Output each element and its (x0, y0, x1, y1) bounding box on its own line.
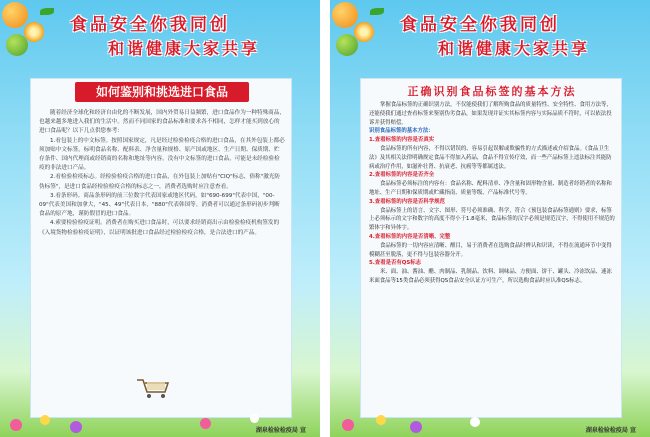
orange-slice-icon (354, 22, 374, 42)
content-card (360, 78, 622, 418)
flower-icon (410, 421, 422, 433)
section-text: 食品标签必须标注的内容有：食品名称、配料清单、净含量和固形物含量、制造者经销者的名称和地址、生产日期和保质期或贮藏指南、质量等级、产品标准代号等。 (369, 181, 612, 196)
banner-line-1: 食品安全你我同创 (70, 15, 230, 35)
paragraph: 3.看条形码。商品条形码的前三位数字代表国家或地区代码，如"690-699"代表中国，"00-09"代表美国和加拿大，"45、49"代表日本，"880"代表韩国等。消费者可以通过条形码初步判断食品的原产地，谨防假冒的进口食品。 (39, 192, 280, 218)
poster-header (0, 0, 320, 72)
content-card (30, 78, 292, 418)
flower-icon (70, 421, 82, 433)
section-text: 食品标签上的语言、文字、图形、符号必须准确、科学，符合《预包装食品标签通则》要求，标签上必须标示的文字和数字的高度不得小于1.8毫米，食品标签的汉字必须是规范汉字，不得使用不规范的繁体字和异体字。 (369, 207, 615, 232)
card-title: 正确识别食品标签的基本方法 (407, 85, 577, 98)
section-title: 4.查看标签的内容是否清晰、完整 (369, 233, 451, 240)
banner-line-2: 和谐健康大家共享 (438, 39, 591, 58)
orange-icon (2, 2, 28, 28)
flower-icon (250, 414, 259, 423)
banner-line-1: 食品安全你我同创 (400, 15, 560, 35)
poster-panel-left (0, 0, 320, 437)
leaf-icon (40, 8, 54, 15)
card-body (39, 109, 285, 238)
section-heading: 识别食品标签的基本方法： (369, 128, 434, 135)
paragraph: 1.看包装上的中文标签。按照国家规定，凡是经过检验检疫合格的进口食品，在其外包装上都必须加贴中文标签，标明食品名称、配料表、净含量和规格、原产国或地区、生产日期、保质期、贮存条件、国内代理商或经销商的名称和地址等内容。没有中文标签的进口食品，可能是未经检验检疫的非法进口产品。 (39, 137, 285, 172)
orange-icon (332, 2, 358, 28)
poster-header (330, 0, 650, 72)
banner-line-2: 和谐健康大家共享 (108, 39, 261, 58)
section-title: 1.查看标签的内容是否真实 (369, 137, 435, 144)
section-title: 5.查看是否有QS标志 (369, 260, 421, 267)
paragraph: 随着经济全球化和经济自由化的不断发展，国内外贸易日益频繁，进口食品作为一种特殊商品，也越来越多地进入我们的生活中。然而不同国家的食品标准和要求各不相同，怎样才能买到放心的进口食品呢？以下几点供您参考： (39, 110, 285, 135)
intro-paragraph: 掌握食品标签的正确识别方法，不仅能使我们了解所购食品的质量特性、安全特性、食用方法等，还能使我们通过查看标签来鉴别伪劣食品，如果发现并证实其标签内容与实际品质不符时，可以依法投诉并获得赔偿。 (369, 102, 612, 126)
card-title: 如何鉴别和挑选进口食品 (75, 82, 249, 102)
shopping-cart-icon (135, 377, 171, 399)
flower-icon (470, 417, 480, 427)
flower-icon (200, 418, 211, 429)
card-body (369, 101, 615, 286)
flower-icon (376, 415, 386, 425)
flower-icon (40, 415, 50, 425)
footer-credit: 湖泉检验检疫局 宣 (585, 427, 636, 434)
footer-credit: 湖泉检验检疫局 宣 (255, 427, 306, 434)
paragraph: 2.看检验检疫标志。经检验检疫合格的进口食品，在外包装上加贴有"CIQ"标志，俗称"激光防伪标签"，是进口食品经检验检疫合格的标志之一，消费者选购时应注意查看。 (39, 174, 280, 190)
panel-divider (320, 0, 330, 437)
orange-slice-icon (24, 22, 44, 42)
paragraph: 4.索要检验检疫证明。消费者在购买进口食品时，可以要求经销商出示由检验检疫机构签发的《入境货物检验检疫证明》，以证明该批进口食品经过检验检疫合格，是合法进口的产品。 (39, 220, 280, 236)
flower-icon (342, 419, 354, 431)
section-text: 食品标签的所有内容，不得以错误的、容易引起误解或欺骗性的方式描述或介绍食品。《食品卫生法》及其相关法律明确规定食品不得加入药品，食品不得宣传疗效，而一些产品标签上违法标注其能防病或治疗作用，如滋补壮肾、抗衰老、抗癌等等都属违法。 (369, 145, 612, 170)
apple-icon (336, 34, 358, 56)
section-text: 食品标签的一切内容应清晰、醒目，易于消费者在选购食品时辨认和识读，不得在流通环节中变得模糊甚至脱落，更不得与包装容器分开。 (369, 242, 612, 258)
section-title: 2.查看标签的内容是否齐全 (369, 172, 435, 179)
leaf-icon (370, 8, 384, 15)
flower-icon (10, 419, 22, 431)
section-text: 米、面、油、酱油、醋、肉制品、乳制品、饮料、调味品、方便面、饼干、罐头、冷冻饮品、速冻米面食品等15类食品必须获得QS食品安全认证方可生产，所以选购食品时应认准QS标志。 (369, 269, 612, 284)
section-title: 3.查看标签的内容是否科学规范 (369, 198, 445, 205)
poster-panel-right (330, 0, 650, 437)
apple-icon (6, 34, 28, 56)
